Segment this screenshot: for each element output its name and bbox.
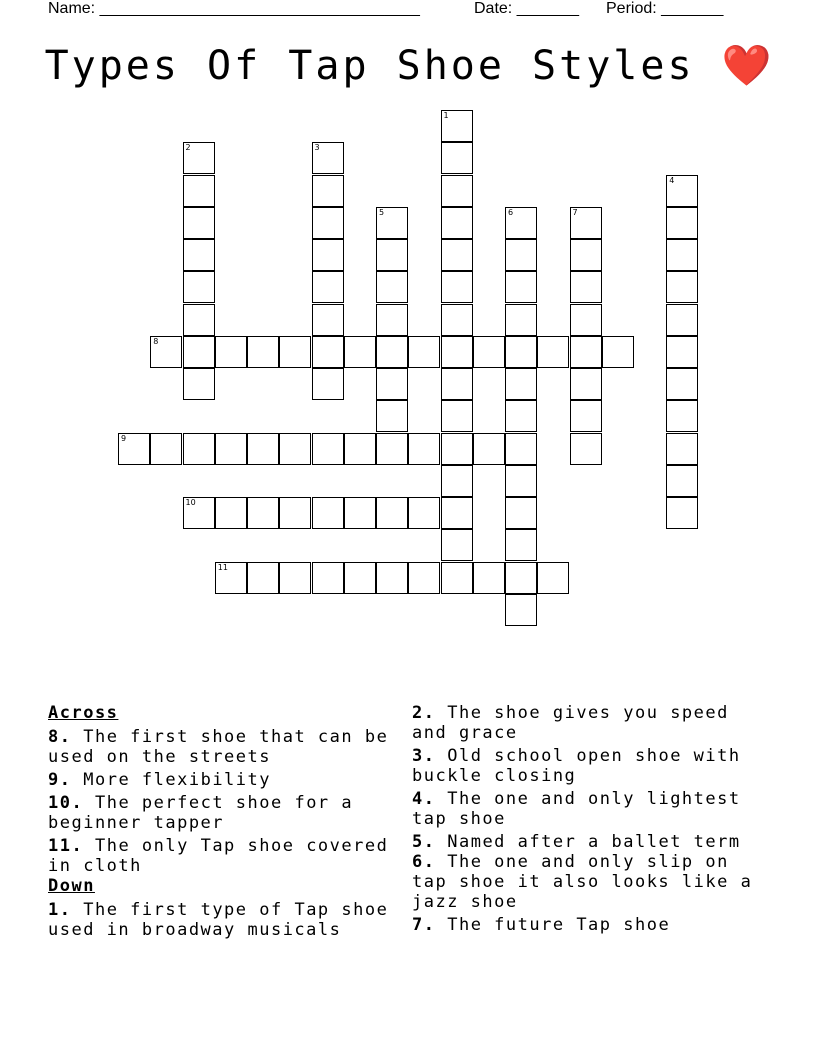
grid-cell[interactable] bbox=[376, 368, 408, 400]
grid-cell[interactable] bbox=[376, 207, 408, 239]
clue-number-label: 7 bbox=[572, 207, 578, 217]
grid-cell[interactable] bbox=[505, 304, 537, 336]
grid-cell[interactable] bbox=[215, 497, 247, 529]
grid-cell[interactable] bbox=[666, 433, 698, 465]
grid-cell[interactable] bbox=[441, 239, 473, 271]
grid-cell[interactable] bbox=[505, 497, 537, 529]
grid-cell[interactable] bbox=[441, 497, 473, 529]
grid-cell[interactable] bbox=[376, 336, 408, 368]
grid-cell[interactable] bbox=[666, 497, 698, 529]
clue-number: 9. bbox=[48, 770, 72, 790]
clue-number-label: 5 bbox=[379, 207, 385, 217]
grid-cell[interactable] bbox=[183, 207, 215, 239]
grid-cell[interactable] bbox=[312, 562, 344, 594]
grid-cell[interactable] bbox=[505, 239, 537, 271]
grid-cell[interactable] bbox=[537, 562, 569, 594]
clue-text: The one and only slip on tap shoe it also looks like a jazz shoe bbox=[412, 852, 753, 912]
grid-cell[interactable] bbox=[376, 433, 408, 465]
grid-cell[interactable] bbox=[312, 304, 344, 336]
grid-cell[interactable] bbox=[666, 175, 698, 207]
grid-cell[interactable] bbox=[505, 594, 537, 626]
grid-cell[interactable] bbox=[666, 368, 698, 400]
grid-cell[interactable] bbox=[376, 497, 408, 529]
grid-cell[interactable] bbox=[183, 175, 215, 207]
clue-text: Named after a ballet term bbox=[447, 832, 741, 852]
grid-cell[interactable] bbox=[183, 336, 215, 368]
grid-cell[interactable] bbox=[666, 465, 698, 497]
grid-cell[interactable] bbox=[441, 529, 473, 561]
grid-cell[interactable] bbox=[118, 433, 150, 465]
clue-text: Old school open shoe with buckle closing bbox=[412, 746, 741, 786]
clue-number-label: 3 bbox=[314, 143, 320, 153]
grid-cell[interactable] bbox=[279, 562, 311, 594]
grid-cell[interactable] bbox=[279, 433, 311, 465]
clue-text: The first type of Tap shoe used in broadway musicals bbox=[48, 900, 389, 940]
grid-cell[interactable] bbox=[312, 239, 344, 271]
grid-cell[interactable] bbox=[570, 239, 602, 271]
clue-text: More flexibility bbox=[83, 770, 271, 790]
grid-cell[interactable] bbox=[312, 433, 344, 465]
clue-number: 5. bbox=[412, 832, 436, 852]
grid-cell[interactable] bbox=[150, 433, 182, 465]
grid-cell[interactable] bbox=[183, 497, 215, 529]
grid-cell[interactable] bbox=[344, 433, 376, 465]
grid-cell[interactable] bbox=[183, 142, 215, 174]
grid-cell[interactable] bbox=[570, 207, 602, 239]
grid-cell[interactable] bbox=[312, 368, 344, 400]
grid-cell[interactable] bbox=[183, 271, 215, 303]
grid-cell[interactable] bbox=[312, 175, 344, 207]
name-field-label: Name: ____________________________________ bbox=[48, 0, 420, 17]
clue-number-label: 8 bbox=[153, 336, 159, 346]
grid-cell[interactable] bbox=[666, 304, 698, 336]
grid-cell[interactable] bbox=[666, 271, 698, 303]
page-title bbox=[0, 40, 816, 92]
clue-number: 8. bbox=[48, 727, 72, 747]
grid-cell[interactable] bbox=[441, 304, 473, 336]
grid-cell[interactable] bbox=[441, 400, 473, 432]
grid-cell[interactable] bbox=[279, 497, 311, 529]
grid-cell[interactable] bbox=[376, 271, 408, 303]
grid-cell[interactable] bbox=[344, 336, 376, 368]
grid-cell[interactable] bbox=[441, 433, 473, 465]
grid-cell[interactable] bbox=[344, 497, 376, 529]
grid-cell[interactable] bbox=[441, 336, 473, 368]
grid-cell[interactable] bbox=[570, 433, 602, 465]
clue-across-10 bbox=[48, 793, 408, 833]
grid-cell[interactable] bbox=[570, 368, 602, 400]
title-text: Types Of Tap Shoe Styles bbox=[44, 43, 695, 89]
grid-cell[interactable] bbox=[150, 336, 182, 368]
grid-cell[interactable] bbox=[666, 336, 698, 368]
clues-column-left bbox=[48, 703, 408, 943]
clue-down-4 bbox=[412, 789, 772, 829]
grid-cell[interactable] bbox=[505, 336, 537, 368]
grid-cell[interactable] bbox=[312, 207, 344, 239]
clue-text: The only Tap shoe covered in cloth bbox=[48, 836, 389, 876]
clue-text: The perfect shoe for a beginner tapper bbox=[48, 793, 354, 833]
clue-number: 3. bbox=[412, 746, 436, 766]
grid-cell[interactable] bbox=[408, 562, 440, 594]
clue-down-6 bbox=[412, 852, 772, 912]
grid-cell[interactable] bbox=[408, 497, 440, 529]
grid-cell[interactable] bbox=[473, 336, 505, 368]
clue-number-label: 2 bbox=[185, 143, 191, 153]
grid-cell[interactable] bbox=[247, 336, 279, 368]
grid-cell[interactable] bbox=[279, 336, 311, 368]
grid-cell[interactable] bbox=[570, 400, 602, 432]
grid-cell[interactable] bbox=[441, 207, 473, 239]
date-field-label: Date: _______ bbox=[474, 0, 579, 17]
grid-cell[interactable] bbox=[666, 400, 698, 432]
clue-across-8 bbox=[48, 727, 408, 767]
grid-cell[interactable] bbox=[376, 304, 408, 336]
grid-cell[interactable] bbox=[215, 562, 247, 594]
grid-cell[interactable] bbox=[376, 239, 408, 271]
grid-cell[interactable] bbox=[505, 400, 537, 432]
clue-number: 4. bbox=[412, 789, 436, 809]
grid-cell[interactable] bbox=[247, 562, 279, 594]
grid-cell[interactable] bbox=[441, 142, 473, 174]
grid-cell[interactable] bbox=[408, 433, 440, 465]
grid-cell[interactable] bbox=[215, 336, 247, 368]
grid-cell[interactable] bbox=[441, 271, 473, 303]
clue-number: 2. bbox=[412, 703, 436, 723]
grid-cell[interactable] bbox=[183, 239, 215, 271]
grid-cell[interactable] bbox=[473, 562, 505, 594]
grid-cell[interactable] bbox=[505, 562, 537, 594]
grid-cell[interactable] bbox=[537, 336, 569, 368]
clue-down-3 bbox=[412, 746, 772, 786]
grid-cell[interactable] bbox=[666, 239, 698, 271]
heart-icon: ❤️ bbox=[721, 43, 772, 89]
grid-cell[interactable] bbox=[183, 368, 215, 400]
grid-cell[interactable] bbox=[183, 433, 215, 465]
across-heading: Across bbox=[48, 703, 119, 723]
grid-cell[interactable] bbox=[312, 271, 344, 303]
clue-number: 11. bbox=[48, 836, 84, 856]
grid-cell[interactable] bbox=[312, 497, 344, 529]
clue-number-label: 4 bbox=[669, 175, 675, 185]
clue-across-9 bbox=[48, 770, 408, 790]
clue-down-7 bbox=[412, 915, 772, 935]
clue-number: 10. bbox=[48, 793, 84, 813]
grid-cell[interactable] bbox=[570, 304, 602, 336]
grid-cell[interactable] bbox=[215, 433, 247, 465]
clue-down-1 bbox=[48, 900, 408, 940]
grid-cell[interactable] bbox=[570, 271, 602, 303]
grid-cell[interactable] bbox=[505, 529, 537, 561]
clue-down-2 bbox=[412, 703, 772, 743]
clue-text: The first shoe that can be used on the streets bbox=[48, 727, 389, 767]
down-heading: Down bbox=[48, 876, 95, 896]
grid-cell[interactable] bbox=[441, 465, 473, 497]
clue-number-label: 10 bbox=[185, 498, 196, 507]
grid-cell[interactable] bbox=[505, 433, 537, 465]
grid-cell[interactable] bbox=[666, 207, 698, 239]
grid-cell[interactable] bbox=[183, 304, 215, 336]
grid-cell[interactable] bbox=[247, 433, 279, 465]
grid-cell[interactable] bbox=[570, 336, 602, 368]
grid-cell[interactable] bbox=[247, 497, 279, 529]
clue-number: 1. bbox=[48, 900, 72, 920]
grid-cell[interactable] bbox=[376, 400, 408, 432]
period-field-label: Period: _______ bbox=[606, 0, 724, 17]
grid-cell[interactable] bbox=[312, 336, 344, 368]
grid-cell[interactable] bbox=[505, 271, 537, 303]
grid-cell[interactable] bbox=[344, 562, 376, 594]
grid-cell[interactable] bbox=[376, 562, 408, 594]
grid-cell[interactable] bbox=[473, 433, 505, 465]
clue-number: 6. bbox=[412, 852, 436, 872]
grid-cell[interactable] bbox=[441, 562, 473, 594]
clues-column-right bbox=[412, 703, 772, 938]
clue-number-label: 1 bbox=[443, 111, 449, 120]
grid-cell[interactable] bbox=[312, 142, 344, 174]
grid-cell[interactable] bbox=[408, 336, 440, 368]
clue-across-11 bbox=[48, 836, 408, 876]
clue-number-label: 6 bbox=[508, 207, 514, 217]
clue-number-label: 9 bbox=[121, 433, 127, 443]
grid-cell[interactable] bbox=[505, 207, 537, 239]
grid-cell[interactable] bbox=[441, 110, 473, 142]
clue-text: The one and only lightest tap shoe bbox=[412, 789, 741, 829]
grid-cell[interactable] bbox=[505, 465, 537, 497]
grid-cell[interactable] bbox=[505, 368, 537, 400]
clue-text: The shoe gives you speed and grace bbox=[412, 703, 729, 743]
clue-text: The future Tap shoe bbox=[447, 915, 671, 935]
grid-cell[interactable] bbox=[602, 336, 634, 368]
clue-number-label: 11 bbox=[217, 562, 228, 572]
clue-down-5 bbox=[412, 832, 772, 852]
grid-cell[interactable] bbox=[441, 368, 473, 400]
clue-number: 7. bbox=[412, 915, 436, 935]
grid-cell[interactable] bbox=[441, 175, 473, 207]
